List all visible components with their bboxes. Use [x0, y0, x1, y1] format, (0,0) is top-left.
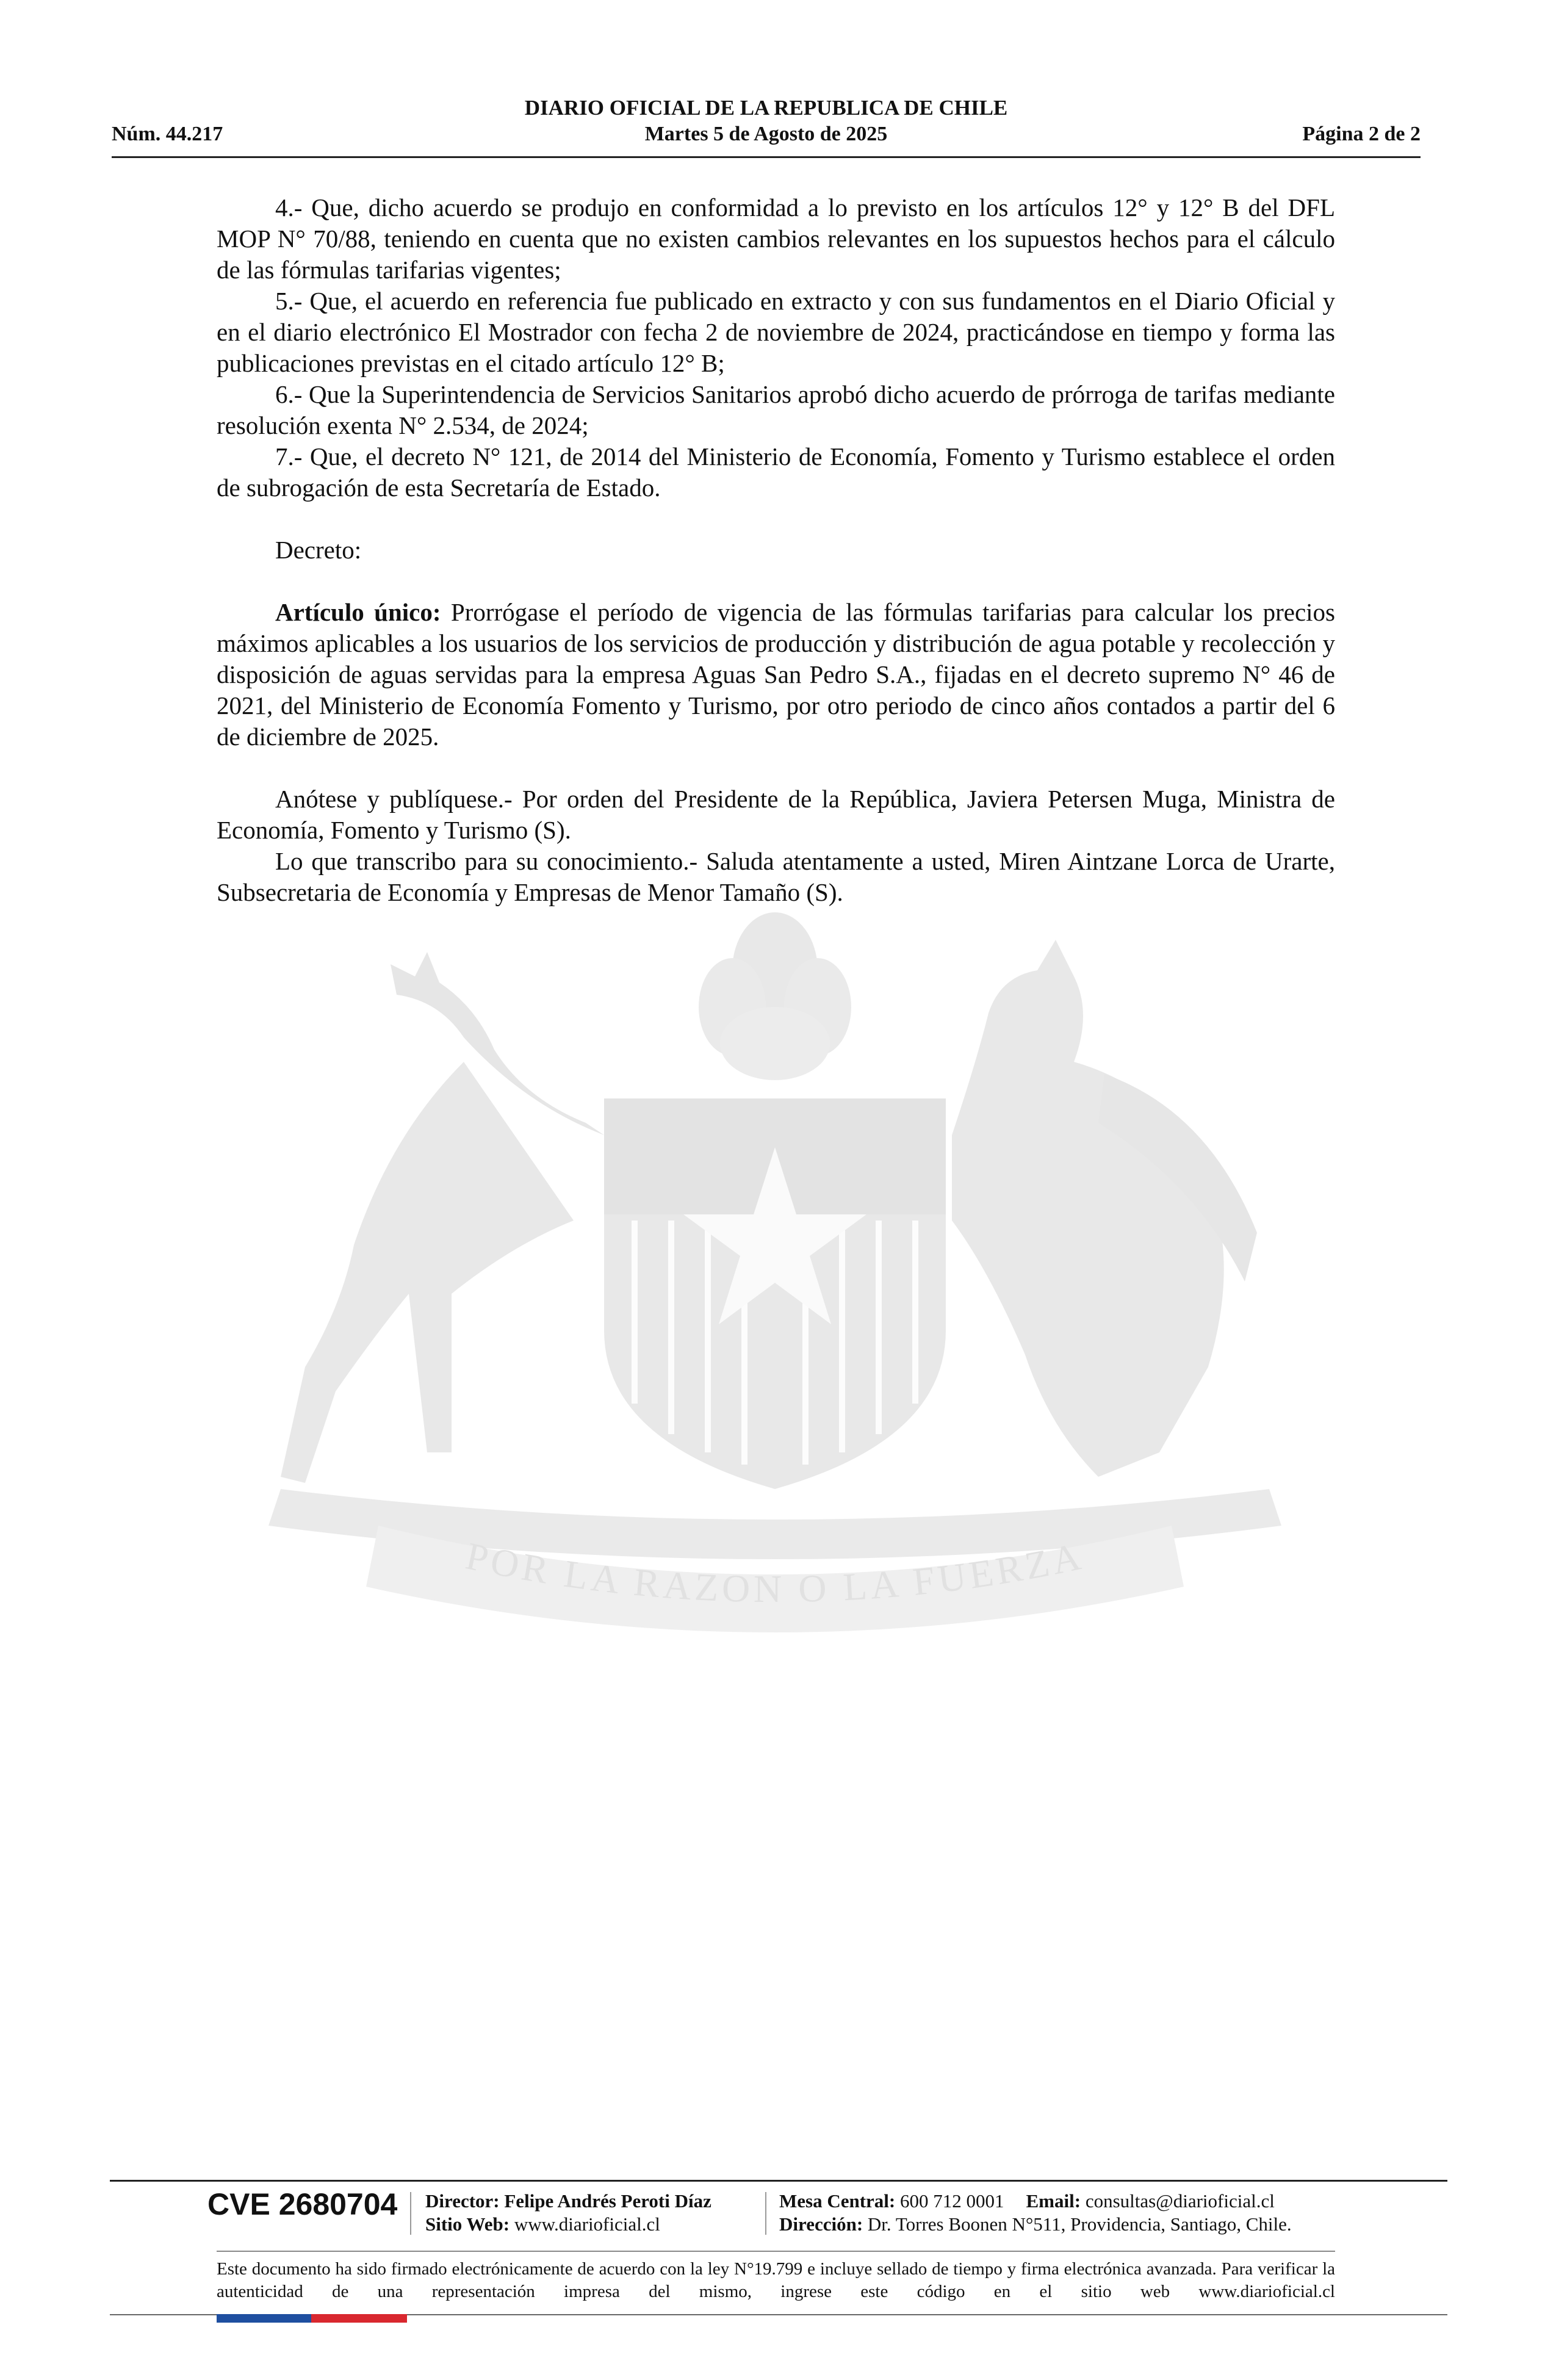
direccion-label: Dirección:	[779, 2213, 863, 2235]
decree-body	[217, 192, 1335, 908]
flag-stripe-red	[311, 2314, 407, 2323]
mesa-phone: 600 712 0001	[900, 2190, 1004, 2212]
footer-separator	[410, 2192, 411, 2235]
articulo-label: Artículo único:	[275, 598, 441, 626]
web-label: Sitio Web:	[425, 2213, 510, 2235]
director-label: Director:	[425, 2190, 500, 2212]
articulo-text: Prorrógase el período de vigencia de las fórmulas tarifarias para calcular los precios máximos aplicables a los usuarios de los servicios de producción y distribución de agua potable y recolección y disposición de aguas servidas para la empresa Aguas San Pedro S.A., fijadas en el decreto supremo N° 46 de 2021, del Ministerio de Economía Fomento y Turismo, por otro periodo de cinco años contados a partir del 6 de diciembre de 2025.	[217, 598, 1336, 751]
considerando-6: 6.- Que la Superintendencia de Servicios Sanitarios aprobó dicho acuerdo de prórroga de tarifas mediante resolución exenta N° 2.534, de 2024;	[217, 380, 1335, 439]
footer-contact-block	[779, 2190, 1292, 2236]
direccion-value: Dr. Torres Boonen N°511, Providencia, Santiago, Chile.	[867, 2213, 1292, 2235]
issue-date: Martes 5 de Agosto de 2025	[644, 123, 888, 145]
page-header	[112, 95, 1421, 156]
newspaper-title: DIARIO OFICIAL DE LA REPUBLICA DE CHILE	[524, 96, 1008, 120]
web-link[interactable]: www.diarioficial.cl	[514, 2213, 660, 2235]
footer-divider-mid	[217, 2251, 1335, 2252]
header-divider	[112, 156, 1421, 158]
email-label: Email:	[1026, 2190, 1081, 2212]
transcribo-paragraph: Lo que transcribo para su conocimiento.- Saluda atentamente a usted, Miren Aintzane Lorca de Urarte, Subsecretaria de Economía y Empresas de Menor Tamaño (S).	[217, 847, 1335, 906]
coat-of-arms-watermark	[207, 903, 1342, 1672]
anotese-paragraph: Anótese y publíquese.- Por orden del Presidente de la República, Javiera Petersen Muga, Ministra de Economía, Fomento y Turismo (S).	[217, 785, 1335, 844]
email-link[interactable]: consultas@diarioficial.cl	[1085, 2190, 1275, 2212]
mesa-label: Mesa Central:	[779, 2190, 896, 2212]
footer-divider-top	[110, 2180, 1447, 2182]
flag-stripe-blue	[217, 2314, 311, 2323]
cve-code: CVE 2680704	[207, 2187, 398, 2221]
footer-separator	[765, 2192, 766, 2235]
articulo-unico	[217, 597, 1335, 752]
decreto-heading: Decreto:	[275, 536, 362, 564]
issue-number: Núm. 44.217	[112, 123, 223, 145]
page-indicator: Página 2 de 2	[1302, 123, 1421, 145]
considerando-7: 7.- Que, el decreto N° 121, de 2014 del Ministerio de Economía, Fomento y Turismo establece el orden de subrogación de esta Secretaría de Estado.	[217, 442, 1335, 502]
considerando-5: 5.- Que, el acuerdo en referencia fue publicado en extracto y con sus fundamentos en el Diario Oficial y en el diario electrónico El Mostrador con fecha 2 de noviembre de 2024, practicándose en tiempo y forma las publicaciones previstas en el citado artículo 12° B;	[217, 287, 1335, 377]
director-name: Felipe Andrés Peroti Díaz	[504, 2190, 711, 2212]
footer-director-block	[425, 2190, 711, 2236]
signature-note: Este documento ha sido firmado electrónicamente de acuerdo con la ley N°19.799 e incluye sellado de tiempo y firma electrónica avanzada. Para verificar la autenticidad de una representación impresa del mismo, ingrese este código en el sitio web www.diarioficial.cl	[217, 2259, 1335, 2301]
coat-of-arms-motto: POR LA RAZON O LA FUERZA	[462, 1534, 1088, 1611]
considerando-4: 4.- Que, dicho acuerdo se produjo en conformidad a lo previsto en los artículos 12° y 12° B del DFL MOP N° 70/88, teniendo en cuenta que no existen cambios relevantes en los supuestos hechos para el cálculo de las fórmulas tarifarias vigentes;	[217, 193, 1335, 284]
